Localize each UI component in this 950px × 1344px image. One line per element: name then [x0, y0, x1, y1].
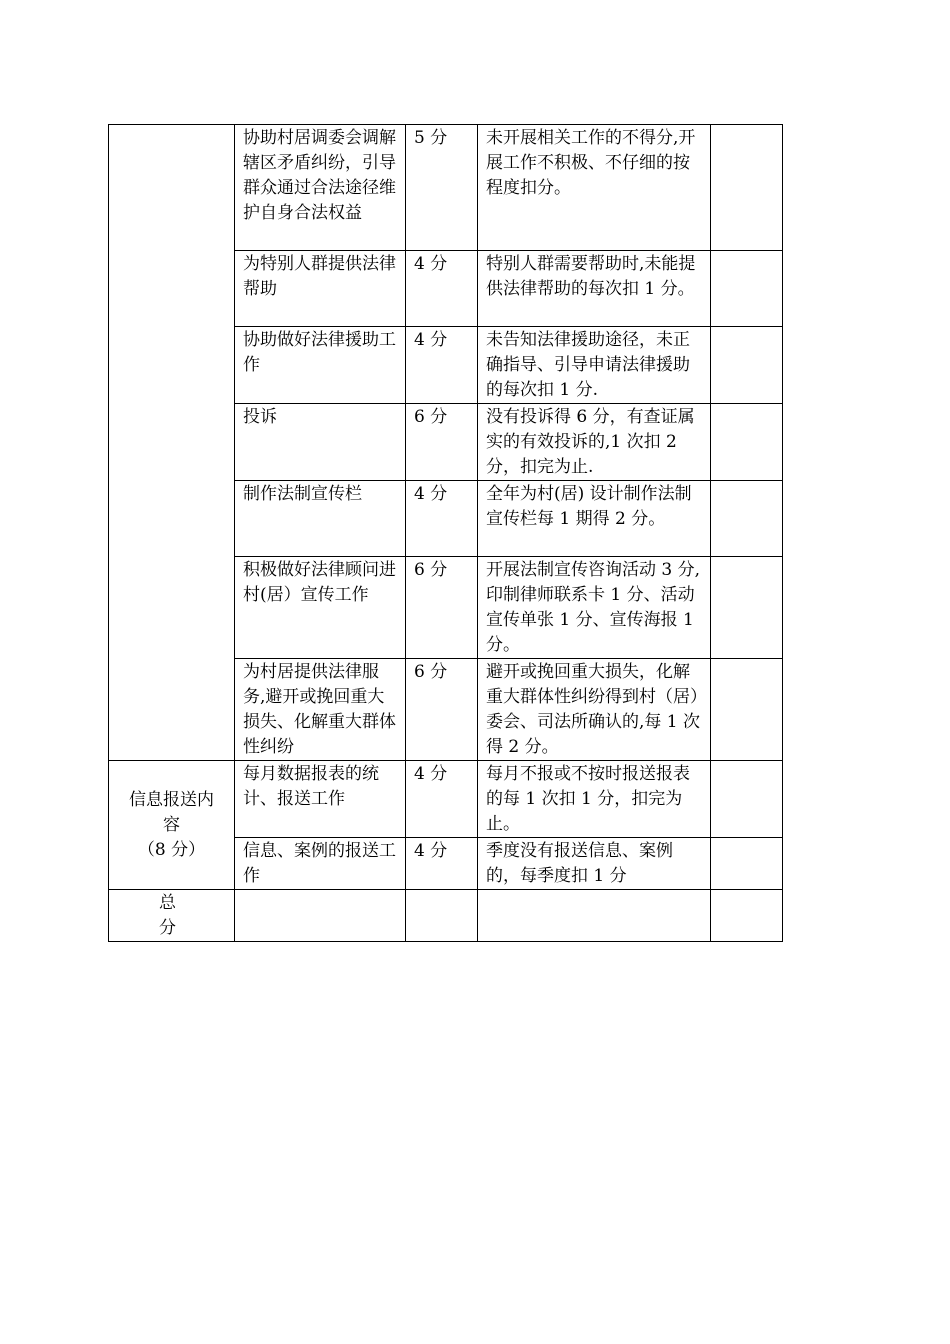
score-cell: 6 分 — [406, 557, 478, 659]
score-cell: 4 分 — [406, 327, 478, 404]
category-label-line3: （8 分） — [137, 839, 206, 860]
score-cell: 4 分 — [406, 838, 478, 890]
item-cell: 积极做好法律顾问进村(居）宣传工作 — [235, 557, 406, 659]
item-cell: 协助村居调委会调解辖区矛盾纠纷，引导群众通过合法途径维护自身合法权益 — [235, 125, 406, 251]
criteria-cell: 未开展相关工作的不得分,开展工作不积极、不仔细的按程度扣分。 — [478, 125, 711, 251]
total-criteria-cell — [478, 890, 711, 942]
item-cell: 为村居提供法律服务,避开或挽回重大损失、化解重大群体性纠纷 — [235, 659, 406, 761]
result-cell — [711, 251, 783, 327]
scoring-table — [108, 124, 783, 942]
item-cell: 投诉 — [235, 404, 406, 481]
total-item-cell — [235, 890, 406, 942]
result-cell — [711, 481, 783, 557]
criteria-cell: 每月不报或不按时报送报表的每 1 次扣 1 分，扣完为止。 — [478, 761, 711, 838]
item-cell: 协助做好法律援助工作 — [235, 327, 406, 404]
criteria-cell: 特别人群需要帮助时,未能提供法律帮助的每次扣 1 分。 — [478, 251, 711, 327]
total-row — [109, 890, 783, 942]
criteria-cell: 避开或挽回重大损失，化解重大群体性纠纷得到村（居）委会、司法所确认的,每 1 次得 2 分。 — [478, 659, 711, 761]
result-cell — [711, 838, 783, 890]
table-row — [109, 125, 783, 251]
result-cell — [711, 557, 783, 659]
score-cell: 6 分 — [406, 659, 478, 761]
category-cell-continued — [109, 125, 235, 761]
criteria-cell: 全年为村(居) 设计制作法制宣传栏每 1 期得 2 分。 — [478, 481, 711, 557]
total-label: 总分 — [109, 890, 235, 942]
score-cell: 6 分 — [406, 404, 478, 481]
item-cell: 为特别人群提供法律帮助 — [235, 251, 406, 327]
result-cell — [711, 327, 783, 404]
score-cell: 4 分 — [406, 251, 478, 327]
item-cell: 制作法制宣传栏 — [235, 481, 406, 557]
item-cell: 每月数据报表的统计、报送工作 — [235, 761, 406, 838]
category-cell-info-reporting — [109, 761, 235, 890]
criteria-cell: 未告知法律援助途径，未正确指导、引导申请法律援助的每次扣 1 分. — [478, 327, 711, 404]
result-cell — [711, 659, 783, 761]
result-cell — [711, 404, 783, 481]
item-cell: 信息、案例的报送工作 — [235, 838, 406, 890]
category-label-line2: 容 — [163, 814, 180, 835]
criteria-cell: 开展法制宣传咨询活动 3 分,印制律师联系卡 1 分、活动宣传单张 1 分、宣传海报 1 分。 — [478, 557, 711, 659]
result-cell — [711, 125, 783, 251]
category-label-line1: 信息报送内 — [129, 789, 214, 810]
result-cell — [711, 761, 783, 838]
total-score-cell — [406, 890, 478, 942]
criteria-cell: 季度没有报送信息、案例的，每季度扣 1 分 — [478, 838, 711, 890]
total-result-cell — [711, 890, 783, 942]
score-cell: 4 分 — [406, 481, 478, 557]
score-cell: 5 分 — [406, 125, 478, 251]
table-row — [109, 761, 783, 838]
score-cell: 4 分 — [406, 761, 478, 838]
criteria-cell: 没有投诉得 6 分，有查证属实的有效投诉的,1 次扣 2 分，扣完为止. — [478, 404, 711, 481]
